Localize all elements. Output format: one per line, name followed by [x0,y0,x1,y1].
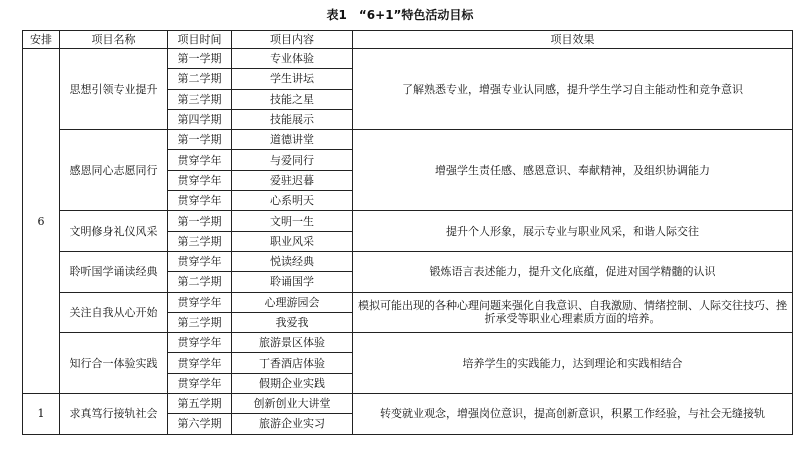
project-content-cell: 文明一生 [232,211,353,231]
header-project-content: 项目内容 [232,31,353,49]
project-time-cell: 第五学期 [168,394,232,414]
arrangement-cell: 6 [23,49,60,394]
project-content-cell: 与爱同行 [232,150,353,170]
project-effect-cell: 模拟可能出现的各种心理问题来强化自我意识、自我激励、情绪控制、人际交往技巧、挫折承受等职业心理素质方面的培养。 [353,292,793,333]
project-time-cell: 贯穿学年 [168,150,232,170]
project-time-cell: 第二学期 [168,69,232,89]
table-row [23,49,793,69]
project-content-cell: 爱驻迟暮 [232,170,353,190]
project-content-cell: 专业体验 [232,49,353,69]
header-project-time: 项目时间 [168,31,232,49]
header-arrangement: 安排 [23,31,60,49]
table-row [23,130,793,150]
project-time-cell: 贯穿学年 [168,333,232,353]
project-time-cell: 贯穿学年 [168,292,232,312]
header-project-effect: 项目效果 [353,31,793,49]
project-content-cell: 我爱我 [232,312,353,332]
project-time-cell: 贯穿学年 [168,191,232,211]
project-content-cell: 职业风采 [232,231,353,251]
project-time-cell: 贯穿学年 [168,373,232,393]
project-name-cell: 求真笃行接轨社会 [60,394,168,435]
project-effect-cell: 锻炼语言表述能力，提升文化底蕴，促进对国学精髓的认识 [353,251,793,292]
project-time-cell: 贯穿学年 [168,170,232,190]
project-content-cell: 假期企业实践 [232,373,353,393]
project-time-cell: 第三学期 [168,231,232,251]
project-effect-cell: 转变就业观念，增强岗位意识，提高创新意识，积累工作经验，与社会无缝接轨 [353,394,793,435]
project-effect-cell: 培养学生的实践能力，达到理论和实践相结合 [353,333,793,394]
project-name-cell: 关注自我从心开始 [60,292,168,333]
project-time-cell: 第三学期 [168,312,232,332]
project-content-cell: 学生讲坛 [232,69,353,89]
project-name-cell: 知行合一体验实践 [60,333,168,394]
project-time-cell: 第三学期 [168,89,232,109]
project-time-cell: 第一学期 [168,49,232,69]
project-content-cell: 丁香酒店体验 [232,353,353,373]
project-name-cell: 文明修身礼仪风采 [60,211,168,252]
project-content-cell: 技能之星 [232,89,353,109]
table-row [23,333,793,353]
project-name-cell: 感恩同心志愿同行 [60,130,168,211]
project-content-cell: 悦读经典 [232,251,353,271]
project-time-cell: 贯穿学年 [168,353,232,373]
project-time-cell: 第四学期 [168,109,232,129]
project-effect-cell: 增强学生责任感、感恩意识、奉献精神，及组织协调能力 [353,130,793,211]
project-time-cell: 第六学期 [168,414,232,434]
project-effect-cell: 提升个人形象，展示专业与职业风采，和谐人际交往 [353,211,793,252]
project-content-cell: 创新创业大讲堂 [232,394,353,414]
table-caption: 表1 “6+1”特色活动目标 [326,8,474,22]
project-effect-cell: 了解熟悉专业，增强专业认同感，提升学生学习自主能动性和竞争意识 [353,49,793,130]
header-row [23,31,793,49]
project-name-cell: 聆听国学诵读经典 [60,251,168,292]
project-content-cell: 聆诵国学 [232,272,353,292]
project-time-cell: 第一学期 [168,211,232,231]
project-time-cell: 贯穿学年 [168,251,232,271]
activity-goals-table [22,30,793,435]
arrangement-cell: 1 [23,394,60,435]
table-row [23,394,793,414]
project-time-cell: 第二学期 [168,272,232,292]
project-content-cell: 心理游园会 [232,292,353,312]
project-time-cell: 第一学期 [168,130,232,150]
table-row [23,211,793,231]
table-row [23,292,793,312]
table-row [23,251,793,271]
project-content-cell: 道德讲堂 [232,130,353,150]
project-content-cell: 旅游企业实习 [232,414,353,434]
project-name-cell: 思想引领专业提升 [60,49,168,130]
project-content-cell: 旅游景区体验 [232,333,353,353]
project-content-cell: 心系明天 [232,191,353,211]
project-content-cell: 技能展示 [232,109,353,129]
header-project-name: 项目名称 [60,31,168,49]
